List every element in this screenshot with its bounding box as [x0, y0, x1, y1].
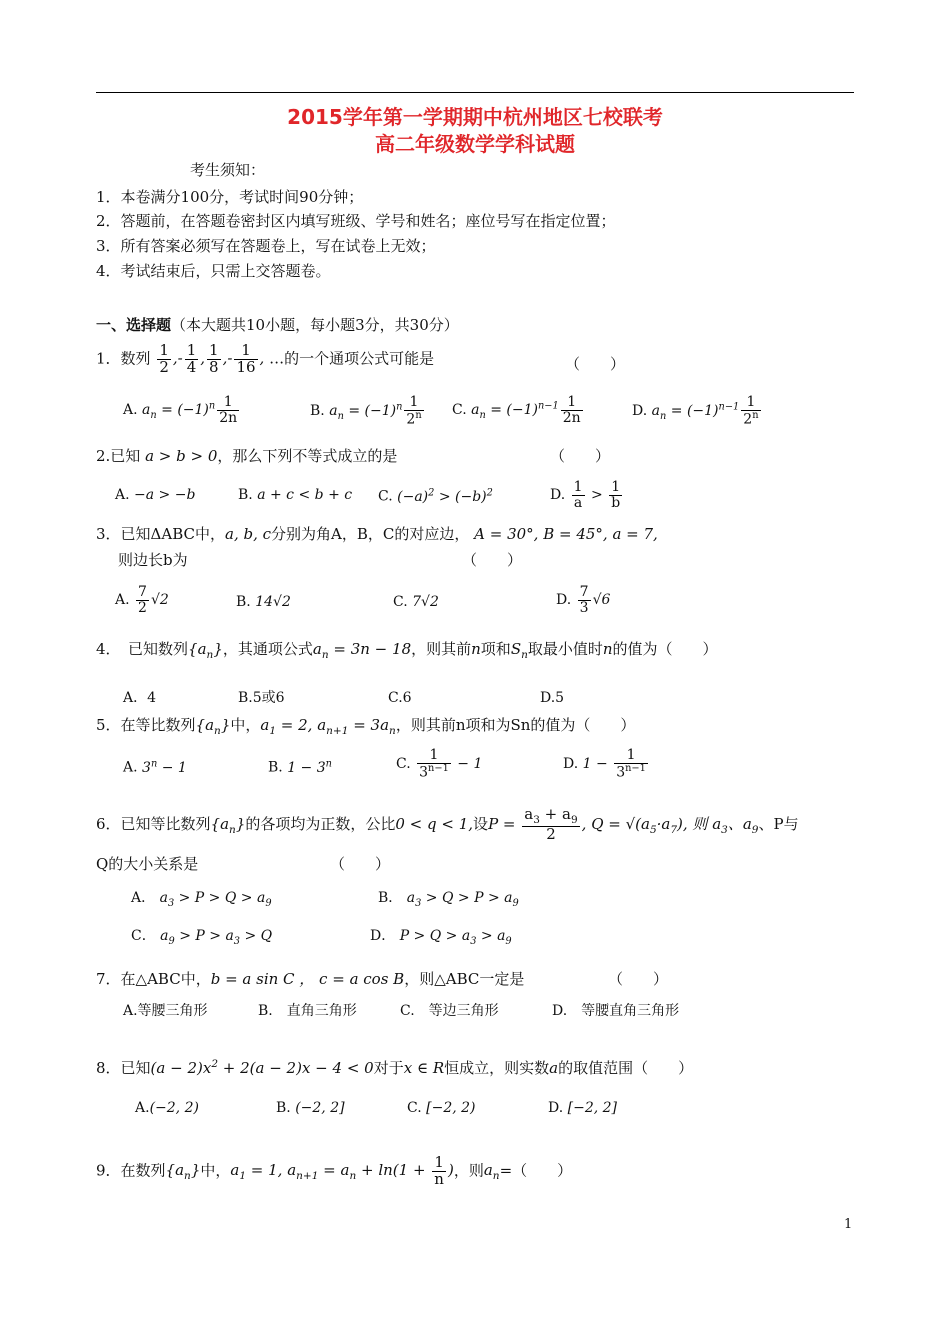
notice-item-3: 3．所有答案必须写在答题卷上，写在试卷上无效； [96, 237, 436, 255]
notice-heading: 考生须知： [190, 161, 266, 179]
q8-option-c: C. [−2, 2) [407, 1100, 476, 1116]
q5-option-d: D. 1 − $\frac{1}{3^{n-1}}$ [563, 747, 646, 781]
exam-title: 2015学年第一学期期中杭州地区七校联考 [287, 105, 663, 129]
question-5: 5．在等比数列$\{a_n\}$中，$a_1 = 2$, $a_{n+1} = 3a_n$，则其前n项和为Sn的值为（ ） [96, 716, 636, 737]
q1-suffix: …的一个通项公式可能是 [269, 349, 435, 368]
q3-line2: 则边长b为 [118, 551, 188, 569]
section-heading [96, 316, 459, 334]
q1-prefix: 1．数列 [96, 349, 151, 368]
question-9: 9．在数列$\{a_n\}$中，$a_1 = 1$, $a_{n+1} = a_n + \ln(1$ + $\frac{1}{n}$ )，则$a_n=$（ ） [96, 1153, 573, 1188]
q3-option-b: B. 14√2 [236, 594, 291, 610]
q5-option-c: C. $\frac{1}{3^{n-1}}$ − 1 [396, 747, 483, 781]
q6-option-c: C． $a_9 > P > a_3 > Q$ [131, 928, 273, 947]
q2-option-d: D. $\frac{1}{a}$ > $\frac{1}{b}$ [550, 479, 621, 511]
q2-option-b: B. a + c < b + c [238, 487, 353, 503]
q8-option-b: B. (−2, 2] [276, 1100, 345, 1116]
question-1 [96, 343, 434, 376]
question-8: 8．已知$(a - 2)x^2 + 2(a - 2)x - 4 < 0$对于x ∈ R恒成立，则实数a的取值范围（ ） [96, 1058, 694, 1077]
question-4: 4． 已知数列$\{a_n\}$，其通项公式$a_n = 3n - 18$，则其前n项和$S_n$取最小值时n的值为（ ） [96, 640, 718, 661]
q2-paren: （ ） [550, 447, 611, 465]
notice-item-4: 4．考试结束后，只需上交答题卷。 [96, 262, 331, 280]
q7-option-a: A.等腰三角形 [123, 1003, 208, 1019]
q1-sequence: $\frac{1}{2}$ ,- $\frac{1}{4}$ , $\frac{1}{8}$ ,- $\frac{1}{16}$ , [159, 341, 270, 376]
question-7: 7．在△ABC中，b = a sin C ， c = a cos B，则△ABC一定是 [96, 970, 525, 988]
q1-option-b: B. $a_n = (-1)^n$ $\frac{1}{2^n}$ [310, 394, 422, 428]
notice-item-2: 2．答题前，在答题卷密封区内填写班级、学号和姓名；座位号写在指定位置； [96, 212, 616, 230]
page-number: 1 [844, 1217, 853, 1232]
q1-option-d: D. $a_n = (-1)^{n-1}$ $\frac{1}{2^n}$ [632, 394, 759, 428]
q6-option-a: A． $a_3 > P > Q > a_9$ [131, 890, 272, 909]
q3-option-d: D. $\frac{7}{3}$ √6 [556, 584, 611, 616]
q3-option-a: A. $\frac{7}{2}$ √2 [115, 584, 169, 616]
q2-option-a: A. −a > −b [115, 487, 196, 503]
q2-option-c: C. $(-a)^2 > (-b)^2$ [378, 487, 493, 505]
q1-option-a: A. $a_n = (-1)^n$ $\frac{1}{2n}$ [123, 394, 238, 426]
section-note: （本大题共10小题，每小题3分，共30分） [171, 316, 459, 334]
question-3: 3．已知ΔABC中，a, b, c分别为角A，B，C的对应边， A = 30°, B = 45°, a = 7, [96, 525, 658, 543]
q1-option-c: C. $a_n = (-1)^{n-1}$ $\frac{1}{2n}$ [452, 394, 581, 426]
section-title: 一、选择题 [96, 316, 172, 334]
q5-option-b: B. $1 - 3^n$ [268, 758, 332, 776]
q4-option-d: D.5 [540, 690, 565, 706]
q7-option-b: B. 直角三角形 [258, 1003, 357, 1019]
q7-paren: （ ） [608, 970, 669, 988]
q4-option-a: A．4 [123, 690, 157, 706]
q6-option-b: B． $a_3 > Q > P > a_9$ [378, 890, 519, 909]
q8-option-d: D. [−2, 2] [548, 1100, 618, 1116]
q7-option-c: C. 等边三角形 [400, 1003, 499, 1019]
q1-paren: （ ） [565, 355, 626, 373]
q4-option-c: C.6 [388, 690, 412, 706]
q7-option-d: D. 等腰直角三角形 [552, 1003, 680, 1019]
q3-paren: （ ） [462, 551, 523, 569]
q6-option-d: D． $P > Q > a_3 > a_9$ [370, 928, 512, 947]
q8-option-a: A.(−2, 2) [135, 1100, 199, 1116]
exam-subtitle: 高二年级数学学科试题 [375, 132, 575, 156]
top-rule [96, 92, 854, 93]
notice-item-1: 1．本卷满分100分，考试时间90分钟； [96, 188, 364, 206]
q4-option-b: B.5或6 [238, 690, 285, 706]
question-2: 2.已知 a > b > 0，那么下列不等式成立的是 [96, 447, 398, 465]
q6-paren: （ ） [330, 855, 391, 873]
q6-line2: Q的大小关系是 [96, 855, 199, 873]
question-6: 6．已知等比数列$\{a_n\}$的各项均为正数，公比0 < q < 1,设P = $\frac{a_3 + a_9}{2}$ , $Q = √(a_5\cdot a_7)$, 则 $a_3$、$a_9$、P与 [96, 805, 799, 844]
q5-option-a: A. $3^n - 1$ [123, 758, 187, 776]
q3-option-c: C. 7√2 [393, 594, 439, 610]
